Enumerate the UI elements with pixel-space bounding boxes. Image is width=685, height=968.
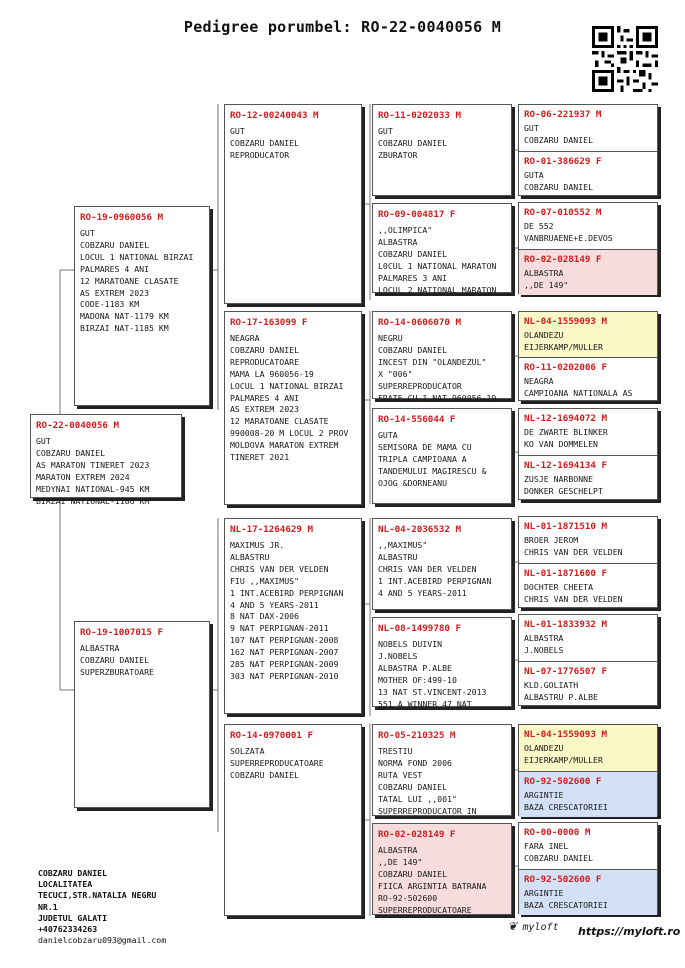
great-grandparent-line: COBZARU DANIEL: [378, 868, 448, 879]
ancestor-line: CHRIS VAN DER VELDEN: [524, 546, 623, 557]
great-grandparent-line: TANDEMULUI MAGIRESCU &: [378, 465, 487, 476]
great-grandparent-line: FIICA ARGINTIA BATRANA: [378, 880, 487, 891]
pigeon-logo-icon: ❦: [508, 918, 517, 934]
great-grandparent-line: GUTA: [378, 430, 398, 440]
ancestor-sire[interactable]: [519, 517, 657, 563]
brand-name: myloft: [522, 922, 559, 933]
great-grandparent-line: PALMARES 3 ANI: [378, 272, 448, 283]
great-grandparent-line: 1 INT.ACEBIRD PERPIGNAN: [378, 575, 492, 586]
owner-number: NR.1: [38, 901, 58, 912]
great-grandparent-line: RUTA VEST: [378, 769, 423, 780]
ancestor-dam[interactable]: [519, 357, 657, 402]
great-grandparent-line: ZBURATOR: [378, 149, 418, 160]
dam-card[interactable]: [74, 621, 210, 808]
owner-name: COBZARU DANIEL: [38, 868, 108, 878]
great-grandparent-line: ALBASTRU: [378, 551, 418, 562]
ancestor-line: DONKER GESCHELPT: [524, 485, 603, 496]
ancestor-ring: NL-01-1833932 M: [524, 619, 607, 630]
ancestor-sire[interactable]: [519, 105, 657, 151]
ancestor-ring: RO-06-221937 M: [524, 109, 602, 120]
great-grandparent-line: COBZARU DANIEL: [378, 137, 448, 148]
grandparent-line: ALBASTRU: [230, 551, 270, 562]
grandparent-line: 162 NAT PERPIGNAN-2007: [230, 647, 339, 658]
ancestor-pair-card[interactable]: [518, 202, 658, 294]
ancestor-line: ARGINTIE: [524, 790, 564, 800]
great-grandparent-line: 4 AND 5 YEARS-2011: [378, 587, 467, 598]
grandparent-line: 4 AND 5 YEARS-2011: [230, 599, 319, 610]
ancestor-line: DOCHTER CHEETA: [524, 582, 594, 592]
ancestor-pair-card[interactable]: [518, 408, 658, 500]
ancestor-line: BAZA CRESCATORIEI: [524, 899, 608, 910]
owner-phone: +40762334263: [38, 924, 98, 935]
ancestor-sire[interactable]: [519, 725, 657, 771]
ancestor-line: VANBRUAENE+E.DEVOS: [524, 232, 613, 243]
subject-line: BIRZAI NATIONAL-1186 KM: [36, 495, 150, 506]
great-grandparent-ring: RO-11-0202033 M: [378, 110, 461, 121]
ancestor-ring: RO-02-028149 F: [524, 254, 602, 265]
ancestor-line: EIJERKAMP/MULLER: [524, 754, 603, 765]
subject-line: COBZARU DANIEL: [36, 447, 106, 458]
great-grandparent-card[interactable]: [372, 408, 512, 504]
great-grandparent-ring: RO-09-004817 F: [378, 209, 456, 220]
great-grandparent-line: ALBASTRA: [378, 845, 418, 855]
grandparent-ring: RO-12-00240043 M: [230, 110, 319, 121]
ancestor-line: DE 552: [524, 221, 554, 231]
grandparent-line: FIU ,,MAXIMUS": [230, 575, 300, 586]
sire-card[interactable]: [74, 206, 210, 406]
ancestor-line: EIJERKAMP/MULLER: [524, 341, 603, 352]
great-grandparent-line: NEGRU: [378, 333, 403, 343]
ancestor-line: J.NOBELS: [524, 644, 564, 655]
grandparent-ring: RO-17-163099 F: [230, 317, 308, 328]
grandparent-line: MAXIMUS JR.: [230, 540, 285, 550]
great-grandparent-line: LOCUL 2 NATIONAL MARATON: [378, 284, 497, 295]
ancestor-dam[interactable]: [519, 563, 657, 609]
ancestor-line: ARGINTIE: [524, 888, 564, 898]
grandparent-line: 107 NAT PERPIGNAN-2008: [230, 635, 339, 646]
great-grandparent-line: CHRIS VAN DER VELDEN: [378, 563, 477, 574]
grandparent-line: 285 NAT PERPIGNAN-2009: [230, 659, 339, 670]
sire-line: MADONA NAT-1179 KM: [80, 311, 169, 322]
ancestor-line: ALBASTRU P.ALBE: [524, 691, 598, 702]
great-grandparent-card[interactable]: [372, 518, 512, 610]
ancestor-ring: RO-07-010552 M: [524, 207, 602, 218]
ancestor-pair-card[interactable]: [518, 614, 658, 706]
grandparent-line: 990008-20 M LOCUL 2 PROV: [230, 428, 349, 439]
ancestor-ring: NL-01-1871510 M: [524, 521, 607, 532]
ancestor-line: ,,DE 149": [524, 279, 569, 290]
subject-line: GUT: [36, 436, 51, 446]
ancestor-dam[interactable]: [519, 661, 657, 707]
great-grandparent-line: FRATE CU 1 NAT 960056-19: [378, 392, 497, 403]
dam-line: COBZARU DANIEL: [80, 654, 150, 665]
ancestor-ring: RO-92-502600 F: [524, 874, 602, 885]
great-grandparent-ring: RO-14-556044 F: [378, 414, 456, 425]
ancestor-dam[interactable]: [519, 771, 657, 817]
grandparent-line: 1 INT.ACEBIRD PERPIGNAN: [230, 587, 344, 598]
great-grandparent-line: SUPERREPRODUCATOARE: [378, 904, 472, 915]
great-grandparent-line: TRESTIU: [378, 746, 413, 756]
ancestor-ring: NL-01-1871600 F: [524, 568, 607, 579]
great-grandparent-line: COBZARU DANIEL: [378, 781, 448, 792]
brand-logo: [508, 918, 559, 934]
ancestor-sire[interactable]: [519, 203, 657, 249]
owner-county: JUDETUL GALATI: [38, 912, 108, 923]
ancestor-ring: NL-12-1694134 F: [524, 460, 607, 471]
great-grandparent-card[interactable]: [372, 617, 512, 707]
ancestor-line: BROER JEROM: [524, 535, 579, 545]
ancestor-ring: RO-00-0000 M: [524, 827, 591, 838]
grandparent-ring: RO-14-0970001 F: [230, 730, 313, 741]
ancestor-ring: RO-92-502600 F: [524, 776, 602, 787]
grandparent-line: REPRODUCATOR: [230, 149, 290, 160]
grandparent-line: AS EXTREM 2023: [230, 404, 300, 415]
great-grandparent-card[interactable]: [372, 823, 512, 915]
ancestor-line: BAZA CRESCATORIEI: [524, 801, 608, 812]
great-grandparent-ring: RO-05-210325 M: [378, 730, 456, 741]
great-grandparent-line: X "006": [378, 368, 413, 379]
great-grandparent-ring: NL-08-1499780 F: [378, 623, 461, 634]
ancestor-pair-card[interactable]: [518, 104, 658, 196]
grandparent-line: MAMA LA 960056-19: [230, 368, 314, 379]
ancestor-pair-card[interactable]: [518, 516, 658, 608]
dam-ring: RO-19-1007015 F: [80, 627, 163, 638]
great-grandparent-ring: RO-02-028149 F: [378, 829, 456, 840]
great-grandparent-line: ALBASTRA P.ALBE: [378, 662, 452, 673]
sire-line: BIRZAI NAT-1185 KM: [80, 323, 169, 334]
ancestor-line: CAMPIOANA NATIONALA AS: [524, 387, 633, 398]
ancestor-dam[interactable]: [519, 151, 657, 197]
subject-line: MARATON EXTREM 2024: [36, 471, 130, 482]
great-grandparent-card[interactable]: [372, 724, 512, 816]
ancestor-sire[interactable]: [519, 615, 657, 661]
subject-card[interactable]: [30, 414, 182, 506]
great-grandparent-line: RO-92-502600: [378, 892, 438, 903]
ancestor-line: ALBASTRA: [524, 633, 564, 643]
subject-ring: RO-22-0040056 M: [36, 420, 119, 431]
grandparent-line: 9 NAT PERPIGNAN-2011: [230, 623, 329, 634]
dam-line: SUPERZBURATOARE: [80, 666, 154, 677]
grandparent-line: GUT: [230, 126, 245, 136]
great-grandparent-line: TATAL LUI ,,001": [378, 793, 457, 804]
sire-line: AS EXTREM 2023: [80, 287, 150, 298]
grandparent-line: COBZARU DANIEL: [230, 769, 300, 780]
ancestor-ring: NL-12-1694072 M: [524, 413, 607, 424]
grandparent-card[interactable]: [224, 518, 362, 714]
great-grandparent-line: NORMA FOND 2006: [378, 757, 452, 768]
ancestor-line: ZUSJE NARBONNE: [524, 474, 594, 484]
ancestor-line: OLANDEZU: [524, 743, 564, 753]
ancestor-line: OLANDEZU: [524, 330, 564, 340]
qr-code: [592, 26, 658, 92]
owner-email[interactable]: danielcobzaru093@gmail.com: [38, 935, 167, 946]
sire-line: GUT: [80, 228, 95, 238]
grandparent-line: PALMARES 4 ANI: [230, 392, 300, 403]
ancestor-line: CHRIS VAN DER VELDEN: [524, 593, 623, 604]
grandparent-line: REPRODUCATOARE: [230, 356, 300, 367]
ancestor-line: COBZARU DANIEL: [524, 181, 594, 192]
great-grandparent-line: NOBELS DUIVIN: [378, 639, 443, 649]
great-grandparent-line: SEMISORA DE MAMA CU: [378, 441, 472, 452]
ancestor-line: COBZARU DANIEL: [524, 134, 594, 145]
grandparent-line: LOCUL 1 NATIONAL BIRZAI: [230, 380, 344, 391]
sire-ring: RO-19-0960056 M: [80, 212, 163, 223]
ancestor-ring: NL-04-1559093 M: [524, 316, 607, 327]
subject-line: MEDYNAI NATIONAL-945 KM: [36, 483, 150, 494]
great-grandparent-line: J.NOBELS: [378, 650, 418, 661]
ancestor-ring: NL-07-1776507 F: [524, 666, 607, 677]
grandparent-card[interactable]: [224, 724, 362, 916]
ancestor-ring: RO-11-0202006 F: [524, 362, 607, 373]
great-grandparent-line: COBZARU DANIEL: [378, 344, 448, 355]
ancestor-line: COBZARU DANIEL: [524, 852, 594, 863]
subject-line: AS MARATON TINERET 2023: [36, 459, 150, 470]
ancestor-line: FARA INEL: [524, 841, 569, 851]
ancestor-dam[interactable]: [519, 455, 657, 501]
ancestor-line: KO VAN DOMMELEN: [524, 438, 598, 449]
sire-line: 12 MARATOANE CLASATE: [80, 275, 179, 286]
ancestor-line: GUTA: [524, 170, 544, 180]
ancestor-line: GUT: [524, 123, 539, 133]
great-grandparent-line: ,,OLIMPICA": [378, 225, 433, 235]
ancestor-dam[interactable]: [519, 249, 657, 295]
sire-line: COBZARU DANIEL: [80, 239, 150, 250]
ancestor-pair-card[interactable]: [518, 724, 658, 816]
great-grandparent-ring: RO-14-0606070 M: [378, 317, 461, 328]
great-grandparent-line: TRIPLA CAMPIOANA A: [378, 453, 467, 464]
ancestor-sire[interactable]: [519, 409, 657, 455]
sire-line: CODE-1183 KM: [80, 299, 140, 310]
great-grandparent-line: INCEST DIN "OLANDEZUL": [378, 356, 487, 367]
ancestor-ring: RO-01-386629 F: [524, 156, 602, 167]
ancestor-line: NEAGRA: [524, 376, 554, 386]
great-grandparent-card[interactable]: [372, 203, 512, 293]
grandparent-card[interactable]: [224, 104, 362, 304]
grandparent-line: COBZARU DANIEL: [230, 344, 300, 355]
page-title: Pedigree porumbel: RO-22-0040056 M: [183, 18, 502, 36]
great-grandparent-line: ,,DE 149": [378, 856, 423, 867]
great-grandparent-line: 13 NAT ST.VINCENT-2013: [378, 686, 487, 697]
ancestor-pair-card[interactable]: [518, 822, 658, 914]
dam-line: ALBASTRA: [80, 643, 120, 653]
ancestor-dam[interactable]: [519, 869, 657, 915]
grandparent-line: TINERET 2021: [230, 452, 290, 463]
grandparent-line: SOLZATA: [230, 746, 265, 756]
sire-line: PALMARES 4 ANI: [80, 263, 150, 274]
great-grandparent-line: ,,MAXIMUS": [378, 540, 428, 550]
grandparent-line: NEAGRA: [230, 333, 260, 343]
grandparent-line: SUPERREPRODUCATOARE: [230, 757, 324, 768]
ancestor-pair-card[interactable]: [518, 311, 658, 401]
great-grandparent-ring: NL-04-2036532 M: [378, 524, 461, 535]
great-grandparent-line: MOTHER OF:499-10: [378, 674, 457, 685]
owner-info: [38, 868, 166, 946]
great-grandparent-line: SUPERREPRODUCATOR: [378, 380, 462, 391]
great-grandparent-card[interactable]: [372, 311, 512, 403]
grandparent-line: CHRIS VAN DER VELDEN: [230, 563, 329, 574]
grandparent-line: MOLDOVA MARATON EXTREM: [230, 440, 339, 451]
website-link[interactable]: https://myloft.ro: [578, 925, 681, 938]
great-grandparent-line: 551 A WINNER 47 NAT: [378, 698, 472, 709]
ancestor-line: ALBASTRA: [524, 268, 564, 278]
grandparent-line: 12 MARATOANE CLASATE: [230, 416, 329, 427]
great-grandparent-line: SUPERREPRODUCATOR IN: [378, 805, 477, 816]
great-grandparent-line: COBZARU DANIEL: [378, 248, 448, 259]
grandparent-card[interactable]: [224, 311, 362, 505]
owner-address: TECUCI,STR.NATALIA NEGRU: [38, 890, 157, 901]
ancestor-line: DE ZWARTE BLINKER: [524, 427, 608, 437]
grandparent-line: 8 NAT DAX-2006: [230, 611, 300, 622]
grandparent-ring: NL-17-1264629 M: [230, 524, 313, 535]
ancestor-sire[interactable]: [519, 823, 657, 869]
great-grandparent-line: L0CUL 1 NATIONAL MARATON: [378, 260, 497, 271]
great-grandparent-line: GUT: [378, 126, 393, 136]
grandparent-line: COBZARU DANIEL: [230, 137, 300, 148]
great-grandparent-line: ALBASTRA: [378, 236, 418, 247]
ancestor-ring: NL-04-1559093 M: [524, 729, 607, 740]
grandparent-line: 303 NAT PERPIGNAN-2010: [230, 670, 339, 681]
owner-locality-label: LOCALITATEA: [38, 879, 93, 890]
great-grandparent-card[interactable]: [372, 104, 512, 196]
great-grandparent-line: OJOG &DORNEANU: [378, 477, 448, 488]
sire-line: LOCUL 1 NATIONAL BIRZAI: [80, 251, 194, 262]
ancestor-sire[interactable]: [519, 312, 657, 357]
ancestor-line: KLD.GOLIATH: [524, 680, 579, 690]
